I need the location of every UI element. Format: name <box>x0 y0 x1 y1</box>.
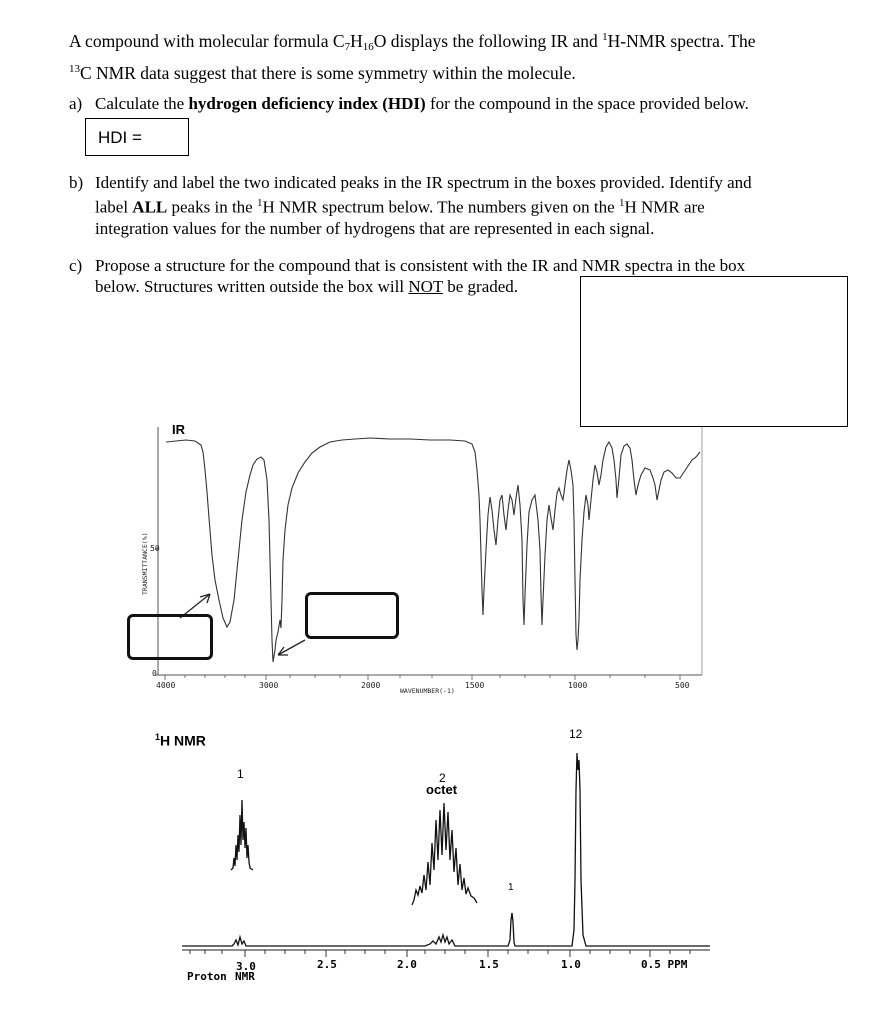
ir-y-tick-label: 50 <box>150 544 160 553</box>
text: below. Structures written outside the box will <box>95 277 409 296</box>
intro-text: O displays the following IR and <box>373 30 603 51</box>
question-c-label: c) <box>69 256 83 275</box>
text: H NMR spectrum below. The numbers given on the <box>262 197 619 217</box>
ir-x-tick-label: 500 <box>675 681 690 690</box>
intro-text: C NMR data suggest that there is some symmetry within the molecule. <box>80 62 576 83</box>
ir-x-tick-label: 3000 <box>259 681 279 690</box>
superscript: 1 <box>602 31 608 43</box>
ir-y-tick-label: 0 <box>152 669 157 678</box>
hydrogen-symbol: H <box>350 30 363 51</box>
ir-x-tick-label: 4000 <box>156 681 176 690</box>
intro-text: A compound with molecular formula C <box>69 30 345 51</box>
intro-text: H-NMR spectra. The <box>607 30 756 51</box>
superscript: 1 <box>155 732 161 742</box>
question-b-label: b) <box>69 173 84 192</box>
question-a-label: a) <box>69 94 83 113</box>
nmr-label <box>155 732 206 749</box>
integration-peak1: 1 <box>237 767 244 781</box>
nmr-footer-right: NMR <box>235 970 255 983</box>
text: Calculate the <box>95 94 189 113</box>
text-line: Propose a structure for the compound that is consistent with the IR and NMR spectra in the box <box>95 256 746 275</box>
ir-x-tick-label: 1000 <box>568 681 588 690</box>
nmr-tick-label: 2.0 <box>397 958 417 971</box>
hydrogen-subscript: 16 <box>362 40 374 53</box>
ir-label: IR <box>172 422 185 437</box>
text-line: Identify and label the two indicated peaks in the IR spectrum in the boxes provided. Identify and <box>95 173 752 192</box>
ir-x-tick-label: 2000 <box>361 681 381 690</box>
integration-peak2-note: octet <box>426 782 458 797</box>
nmr-tick-label: 1.5 <box>479 958 499 971</box>
nmr-expansion-peak2 <box>412 803 477 905</box>
text: be graded. <box>443 277 519 296</box>
integration-peak4: 12 <box>569 727 583 741</box>
nmr-ticks <box>190 950 690 957</box>
ir-y-axis-label: TRANSMITTANCE(%) <box>141 532 149 595</box>
superscript: 1 <box>618 197 625 209</box>
ir-x-axis-label: WAVENUMBER(-1) <box>400 687 455 695</box>
text-bold: hydrogen deficiency index (HDI) <box>188 94 426 113</box>
text: peaks in the <box>167 197 257 217</box>
nmr-label-text: H NMR <box>160 732 206 749</box>
text: label <box>95 197 133 217</box>
text: for the compound in the space provided below. <box>425 94 749 113</box>
superscript: 13 <box>69 62 80 75</box>
nmr-expansion-peak1 <box>231 800 253 870</box>
nmr-tick-label: 3.0 <box>236 960 256 973</box>
nmr-tick-label: 0.5 PPM <box>641 958 688 971</box>
integration-peak3: 1 <box>508 882 514 893</box>
superscript: 1 <box>256 197 263 209</box>
ir-x-tick-label: 1500 <box>465 681 485 690</box>
text-underline: NOT <box>408 277 443 296</box>
nmr-footer-left: Proton <box>187 970 227 983</box>
integration-peak2: 2 <box>439 771 446 785</box>
nmr-tick-label: 2.5 <box>317 958 337 971</box>
text: H NMR are <box>624 197 705 217</box>
text-line: integration values for the number of hydrogens that are represented in each signal. <box>95 218 655 238</box>
carbon-subscript: 7 <box>344 40 351 53</box>
text-bold: ALL <box>132 197 168 217</box>
nmr-tick-label: 1.0 <box>561 958 581 971</box>
hdi-label: HDI = <box>98 128 142 147</box>
